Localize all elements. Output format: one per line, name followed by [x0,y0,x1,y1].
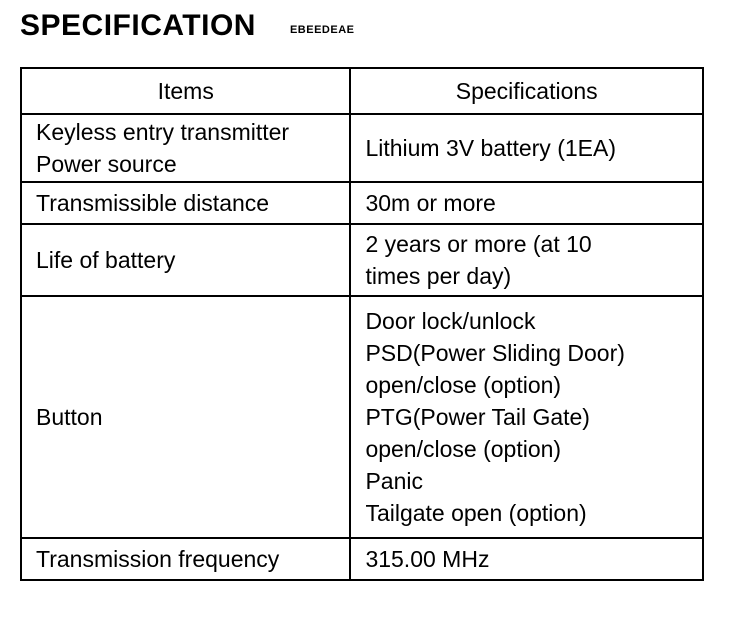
spec-cell [350,538,703,580]
spec-text: PTG(Power Tail Gate) [365,404,590,430]
item-text: Life of battery [36,247,176,273]
heading [20,6,354,46]
spec-cell [350,224,703,296]
spec-cell [350,296,703,538]
table-row [21,296,703,538]
spec-text: Panic [365,468,423,494]
column-header-items: Items [21,68,350,114]
table-row [21,182,703,224]
spec-text: PSD(Power Sliding Door) [365,340,625,366]
item-text: Power source [36,151,177,177]
spec-text: open/close (option) [365,436,562,462]
item-text: Transmission frequency [36,546,280,572]
spec-text: 30m or more [365,190,496,216]
page-title: SPECIFICATION [20,9,256,42]
item-cell [21,114,350,182]
spec-cell [350,114,703,182]
column-header-specifications: Specifications [350,68,703,114]
document-code: EBEEDEAE [289,24,355,36]
spec-text: 315.00 MHz [365,546,490,572]
spec-text: open/close (option) [365,372,562,398]
table-row [21,224,703,296]
specification-table [20,67,704,581]
spec-text: Tailgate open (option) [365,500,587,526]
item-cell [21,224,350,296]
item-text: Keyless entry transmitter [36,119,290,145]
spec-text: Lithium 3V battery (1EA) [365,135,616,161]
item-text: Transmissible distance [36,190,270,216]
table-row [21,538,703,580]
table-header-row [21,68,703,114]
item-cell [21,296,350,538]
spec-cell [350,182,703,224]
spec-text: 2 years or more (at 10 [365,231,592,257]
item-cell [21,182,350,224]
spec-text: times per day) [365,263,512,289]
item-text: Button [36,404,103,430]
spec-text: Door lock/unlock [365,308,536,334]
table-row [21,114,703,182]
item-cell [21,538,350,580]
